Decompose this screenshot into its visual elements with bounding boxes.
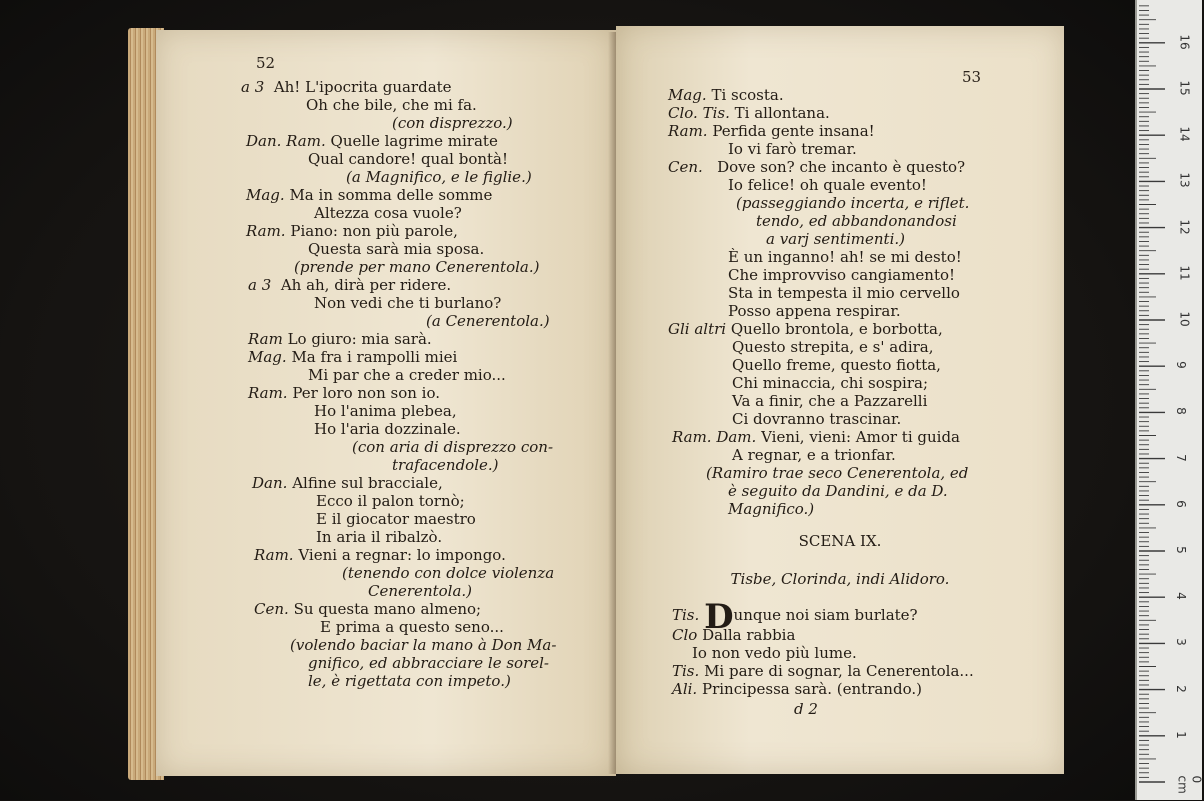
ruler-ticks: [1137, 0, 1202, 800]
text-line: A regnar, e a trionfar.: [732, 446, 896, 464]
stage-direction: (a Magnifico, e le figlie.): [346, 168, 532, 186]
text-line: Mag. Ma in somma delle somme: [246, 186, 493, 204]
open-book: [128, 22, 1078, 782]
stage-direction: a varj sentimenti.): [766, 230, 905, 248]
text-line: Altezza cosa vuole?: [314, 204, 462, 222]
text-line: E il giocator maestro: [316, 510, 476, 528]
text-line: Chi minaccia, chi sospira;: [732, 374, 929, 392]
ruler-label: 9: [1173, 361, 1188, 370]
ruler-label: 6: [1173, 499, 1188, 508]
stage-direction: (Ramiro trae seco Cenerentola, ed: [706, 464, 969, 482]
text-line: Questo strepita, e s' adira,: [732, 338, 934, 356]
text-line: Ram. Vieni a regnar: lo impongo.: [254, 546, 506, 564]
ruler-label: 15: [1177, 80, 1192, 96]
scene-characters: Tisbe, Clorinda, indi Alidoro.: [730, 570, 950, 588]
text-line: Ali. Principessa sarà. (entrando.): [672, 680, 922, 698]
text-line: Ram. Perfida gente insana!: [668, 122, 875, 140]
ruler-label: 0 cm: [1175, 775, 1204, 794]
stage-direction: (a Cenerentola.): [426, 312, 550, 330]
text-line: Tis. Dunque noi siam burlate?: [672, 597, 918, 637]
ruler-label: 3: [1173, 638, 1188, 647]
text-line: Qual candore! qual bontà!: [308, 150, 509, 168]
text-line: Ho l'anima plebea,: [314, 402, 457, 420]
text-line: Oh che bile, che mi fa.: [306, 96, 477, 114]
ruler-label: 2: [1173, 684, 1188, 693]
text-line: Quello freme, questo fiotta,: [732, 356, 941, 374]
text-line: Clo Dalla rabbia: [672, 626, 796, 644]
scene-title: SCENA IX.: [798, 532, 882, 550]
stage-direction: (volendo baciar la mano à Don Ma-: [290, 636, 557, 654]
text-line: a 3 Ah! L'ipocrita guardate: [241, 78, 452, 96]
ruler-label: 10: [1177, 311, 1192, 327]
stage-direction: trafacendole.): [392, 456, 499, 474]
text-line: Ho l'aria dozzinale.: [314, 420, 461, 438]
text-line: Che improvviso cangiamento!: [728, 266, 956, 284]
ruler-label: 12: [1177, 218, 1192, 235]
ruler-label: 14: [1177, 126, 1192, 142]
stage-direction: è seguito da Dandini, e da D.: [728, 482, 948, 500]
stage-direction: (tenendo con dolce violenza: [342, 564, 555, 582]
text-line: È un inganno! ah! se mi desto!: [728, 248, 962, 266]
text-line: Mi par che a creder mio...: [308, 366, 506, 384]
text-line: Sta in tempesta il mio cervello: [728, 284, 960, 302]
text-line: Io vi farò tremar.: [728, 140, 857, 158]
text-line: Ram. Per loro non son io.: [248, 384, 441, 402]
stage-direction: tendo, ed abbandonandosi: [756, 212, 957, 230]
ruler-label: 7: [1173, 453, 1188, 462]
ruler-label: 13: [1177, 172, 1192, 189]
text-line: Clo. Tis. Ti allontana.: [668, 104, 830, 122]
text-line: Gli altri Quello brontola, e borbotta,: [668, 320, 943, 338]
text-line: In aria il ribalzò.: [316, 528, 443, 546]
ruler-label: 8: [1173, 407, 1188, 416]
stage-direction: le, è rigettata con impeto.): [308, 672, 511, 690]
text-line: Posso appena respirar.: [728, 302, 901, 320]
text-line: Ci dovranno trascinar.: [732, 410, 902, 428]
text-line: Va a finir, che a Pazzarelli: [732, 392, 928, 410]
page-number: 52: [256, 54, 276, 72]
stage-direction: (con disprezzo.): [392, 114, 513, 132]
text-line: Non vedi che ti burlano?: [314, 294, 502, 312]
right-page: [616, 26, 1064, 774]
text-line: Mag. Ti scosta.: [668, 86, 784, 104]
text-line: a 3 Ah ah, dirà per ridere.: [248, 276, 452, 294]
text-line: Cen. Dove son? che incanto è questo?: [668, 158, 966, 176]
text-line: Ecco il palon tornò;: [316, 492, 465, 510]
left-page: [156, 30, 616, 776]
stage-direction: Cenerentola.): [368, 582, 473, 600]
measurement-ruler: [1135, 0, 1202, 800]
text-line: Dan. Alfine sul bracciale,: [252, 474, 443, 492]
text-line: Ram. Piano: non più parole,: [246, 222, 458, 240]
stage-direction: Magnifico.): [728, 500, 815, 518]
text-line: Dan. Ram. Quelle lagrime mirate: [246, 132, 498, 150]
text-line: Cen. Su questa mano almeno;: [254, 600, 482, 618]
ruler-label: 16: [1177, 34, 1192, 50]
drop-cap: D: [704, 597, 734, 637]
ruler-label: 5: [1173, 546, 1188, 554]
text-line: Io non vedo più lume.: [692, 644, 857, 662]
stage-direction: (passeggiando incerta, e riflet.: [736, 194, 970, 212]
ruler-label: 11: [1177, 265, 1192, 281]
stage-direction: (con aria di disprezzo con-: [352, 438, 554, 456]
text-line: E prima a questo seno...: [320, 618, 504, 636]
page-number: 53: [962, 68, 982, 86]
text-line: Tis. Mi pare di sognar, la Cenerentola...: [672, 662, 974, 680]
stage-direction: (prende per mano Cenerentola.): [294, 258, 540, 276]
text-line: Ram. Dam. Vieni, vieni: Amor ti guida: [672, 428, 960, 446]
text-line: Mag. Ma fra i rampolli miei: [248, 348, 458, 366]
ruler-label: 4: [1173, 592, 1188, 601]
signature-mark: d 2: [794, 700, 818, 718]
ruler-label: 1: [1173, 730, 1188, 739]
stage-direction: gnifico, ed abbracciare le sorel-: [308, 654, 549, 672]
text-line: Ram Lo giuro: mia sarà.: [248, 330, 432, 348]
text-line: Questa sarà mia sposa.: [308, 240, 485, 258]
text-line: Io felice! oh quale evento!: [728, 176, 927, 194]
